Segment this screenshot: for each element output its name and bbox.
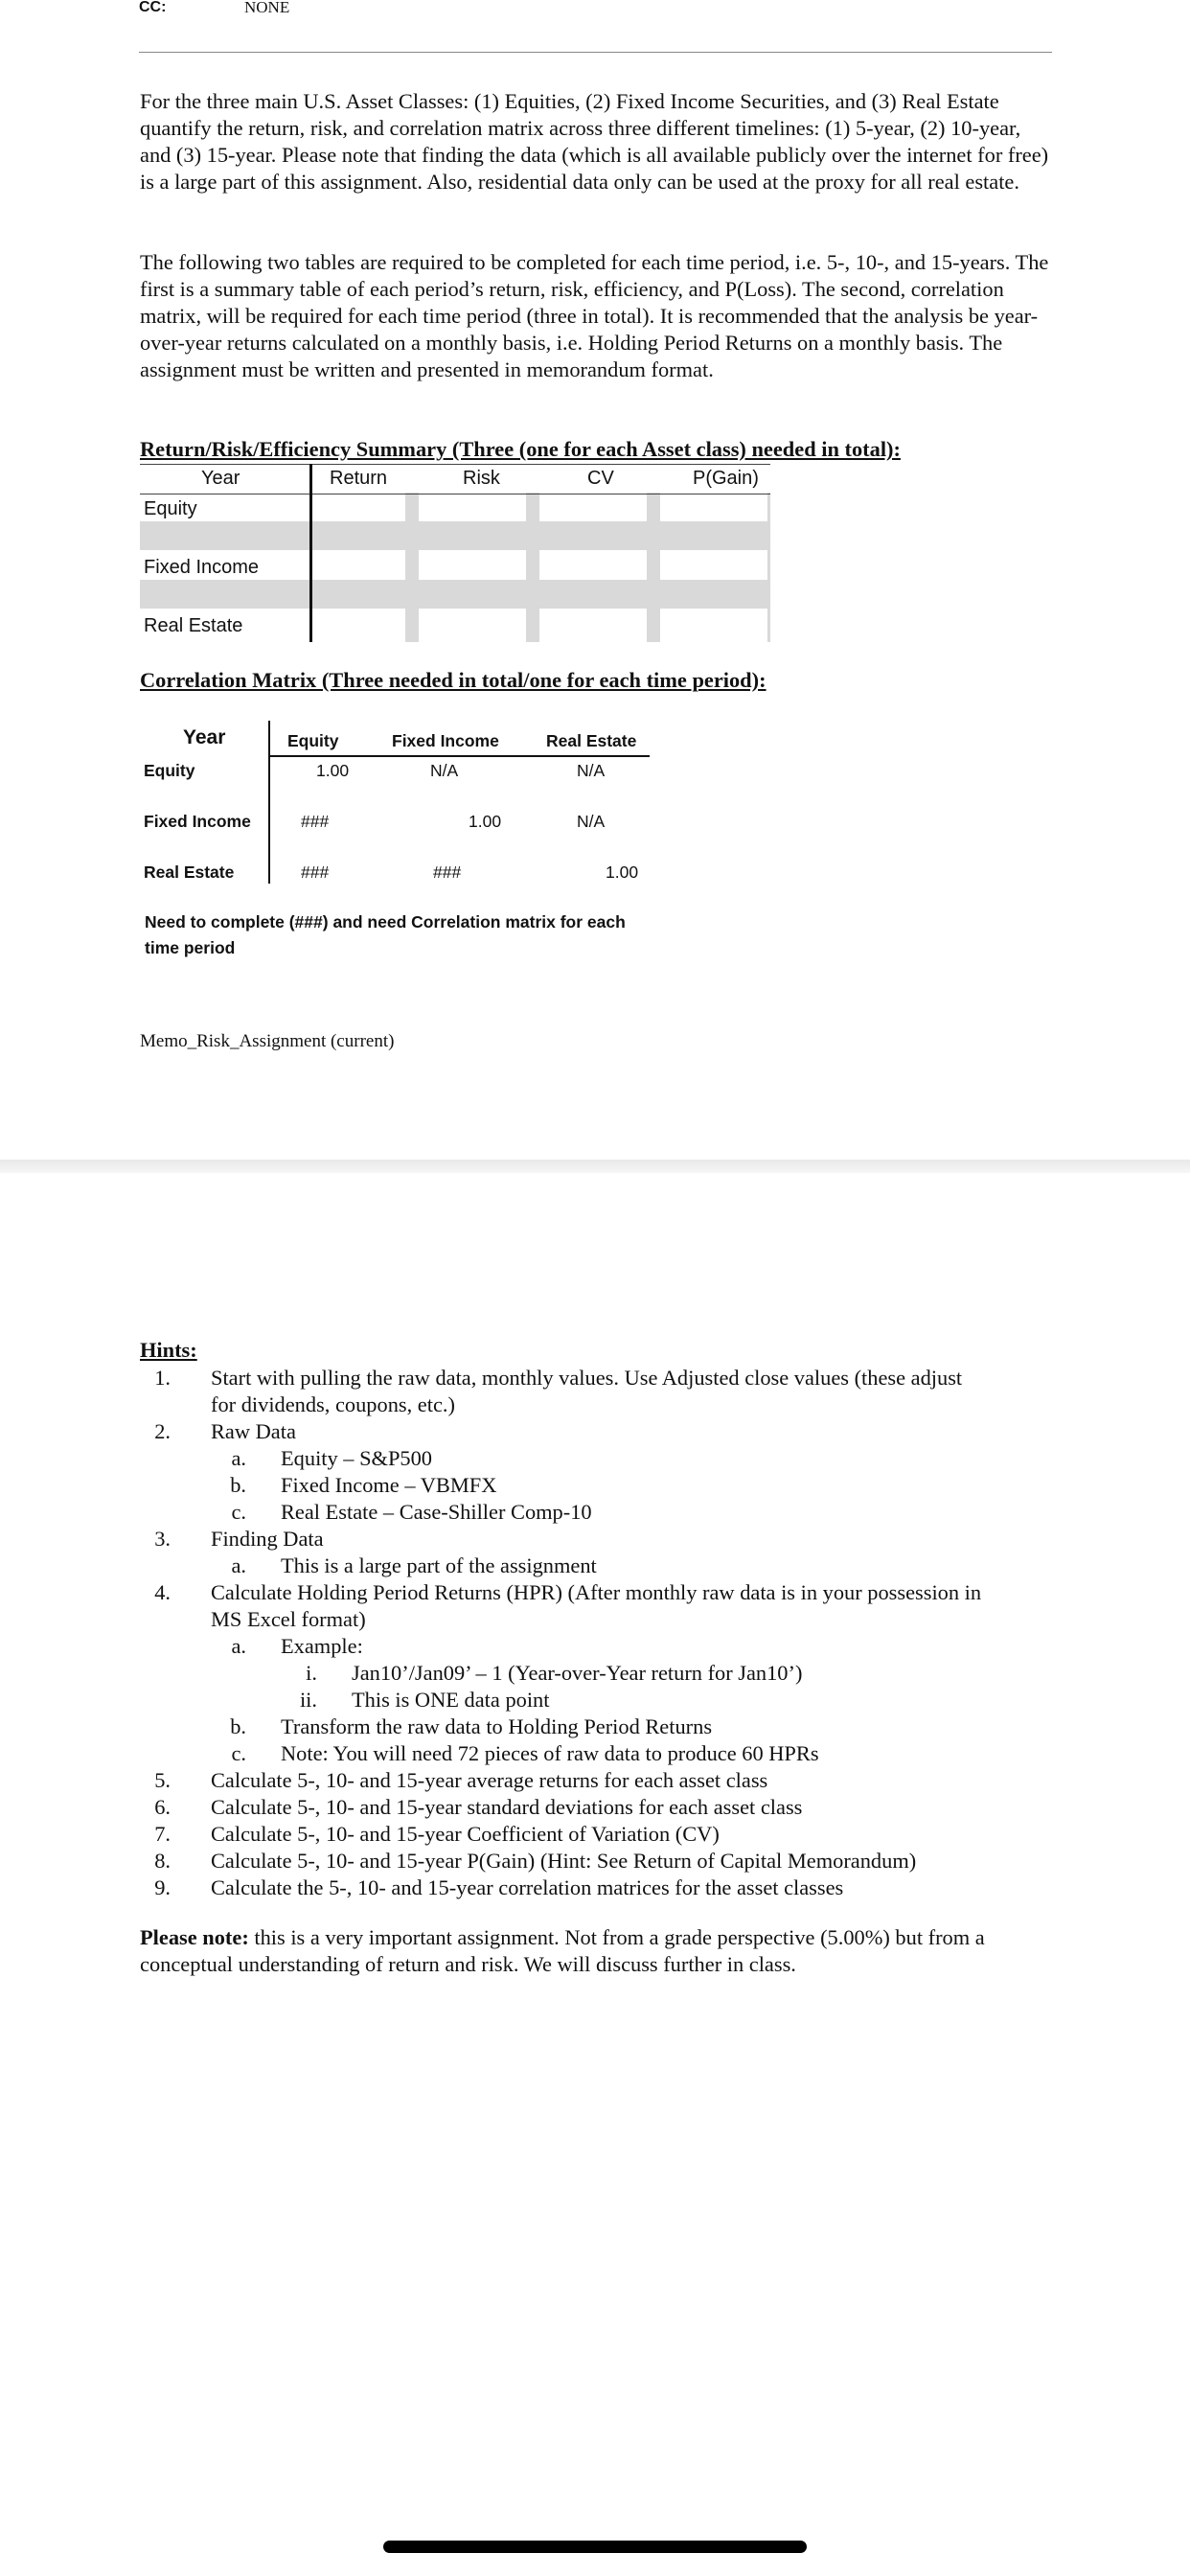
table-stripe	[526, 493, 539, 642]
hint-number: i.	[306, 1661, 317, 1685]
final-note	[140, 1924, 1050, 1978]
hint-number: 7.	[154, 1822, 171, 1846]
hint-text: This is ONE data point	[352, 1688, 550, 1712]
corr-divider	[268, 721, 270, 884]
hint-text: MS Excel format)	[211, 1607, 366, 1631]
hint-number: 9.	[154, 1875, 171, 1899]
correlation-table	[140, 721, 650, 884]
corr-cell: N/A	[577, 761, 606, 780]
table-stripe	[647, 493, 660, 642]
hint-number: ii.	[299, 1688, 317, 1712]
hint-text: Equity – S&P500	[281, 1446, 433, 1470]
hint-text: for dividends, coupons, etc.)	[211, 1392, 455, 1416]
document-page-1	[0, 0, 1190, 1161]
corr-row-equity: Equity	[144, 761, 195, 780]
hint-text: This is a large part of the assignment	[281, 1553, 597, 1577]
summary-row-fixed-income: Fixed Income	[144, 557, 260, 578]
corr-cell: ###	[301, 812, 330, 831]
hint-number: c.	[231, 1500, 246, 1524]
hint-number: 6.	[154, 1795, 171, 1819]
hint-number: c.	[231, 1741, 246, 1765]
corr-cell: ###	[301, 862, 330, 882]
corr-cell: N/A	[577, 812, 606, 831]
document-page-2	[0, 1173, 1190, 2576]
hint-number: 4.	[154, 1580, 171, 1604]
hint-text: Calculate 5-, 10- and 15-year P(Gain) (Hint: See Return of Capital Memorandum)	[211, 1849, 917, 1873]
summary-col-return: Return	[330, 468, 388, 489]
corr-corner-label: Year	[183, 726, 226, 748]
hint-number: 5.	[154, 1768, 171, 1792]
corr-col-fixed-income: Fixed Income	[392, 731, 499, 750]
hint-text: Raw Data	[211, 1419, 296, 1443]
hint-text: Jan10’/Jan09’ – 1 (Year-over-Year return for Jan10’)	[352, 1661, 803, 1685]
hint-number: a.	[231, 1553, 246, 1577]
hint-number: a.	[231, 1634, 246, 1658]
hint-number: 1.	[154, 1366, 171, 1390]
hint-number: 8.	[154, 1849, 171, 1873]
corr-col-equity: Equity	[287, 731, 339, 750]
hint-text: Calculate 5-, 10- and 15-year average returns for each asset class	[211, 1768, 768, 1792]
hint-text: Transform the raw data to Holding Period Returns	[281, 1714, 713, 1738]
summary-col-cv: CV	[587, 468, 614, 489]
hint-text: Calculate Holding Period Returns (HPR) (After monthly raw data is in your possession in	[211, 1580, 982, 1604]
summary-table	[140, 464, 770, 642]
corr-row-fixed-income: Fixed Income	[144, 812, 251, 831]
final-note-text: this is a very important assignment. Not from a grade perspective (5.00%) but from a conceptual understanding of return and risk. We will discuss further in class.	[140, 1925, 985, 1976]
page-break	[0, 1160, 1190, 1173]
hint-text: Finding Data	[211, 1527, 324, 1551]
corr-col-real-estate: Real Estate	[546, 731, 637, 750]
summary-row-real-estate: Real Estate	[144, 615, 243, 636]
hint-text: Calculate 5-, 10- and 15-year standard deviations for each asset class	[211, 1795, 803, 1819]
summary-col-year: Year	[201, 468, 240, 489]
hint-text: Note: You will need 72 pieces of raw data to produce 60 HPRs	[281, 1741, 819, 1765]
summary-col-risk: Risk	[463, 468, 500, 489]
summary-divider	[309, 464, 312, 642]
hint-number: b.	[230, 1473, 246, 1497]
hints-title: Hints:	[140, 1338, 197, 1362]
hint-number: b.	[230, 1714, 246, 1738]
hint-number: 2.	[154, 1419, 171, 1443]
correlation-table-title: Correlation Matrix (Three needed in total/one for each time period):	[140, 668, 767, 692]
hint-number: a.	[231, 1446, 246, 1470]
corr-cell: 1.00	[469, 812, 502, 831]
corr-header-rule	[270, 755, 650, 757]
cc-line	[139, 0, 290, 17]
hint-text: Calculate the 5-, 10- and 15-year correlation matrices for the asset classes	[211, 1875, 844, 1899]
hint-text: Fixed Income – VBMFX	[281, 1473, 497, 1497]
corr-row-real-estate: Real Estate	[144, 862, 235, 882]
hint-text: Example:	[281, 1634, 363, 1658]
corr-cell: N/A	[430, 761, 459, 780]
summary-table-title: Return/Risk/Efficiency Summary (Three (one for each Asset class) needed in total):	[140, 437, 901, 461]
final-note-label: Please note:	[140, 1925, 249, 1949]
hint-number: 3.	[154, 1527, 171, 1551]
summary-col-pgain: P(Gain)	[693, 468, 759, 489]
summary-header-row	[140, 464, 770, 494]
table-stripe	[405, 493, 419, 642]
table-band	[140, 580, 770, 609]
cc-label: CC:	[139, 0, 167, 15]
summary-row-equity: Equity	[144, 498, 197, 519]
corr-cell: ###	[433, 862, 462, 882]
hint-text: Calculate 5-, 10- and 15-year Coefficient of Variation (CV)	[211, 1822, 720, 1846]
intro-paragraph: For the three main U.S. Asset Classes: (1) Equities, (2) Fixed Income Securities, and (3) Real Estate quantify the return, risk, and correlation matrix across three different timelines: (1) 5-year, (2) 10-year, and (3) 15-year. Please note that finding the data (which is all available publicly over the internet for free) is a large part of this assignment. Also, residential data only can be used at the proxy for all real estate.	[140, 89, 1049, 194]
home-indicator[interactable]	[383, 2541, 807, 2553]
requirements-paragraph: The following two tables are required to be completed for each time period, i.e. 5-, 10-, and 15-years. The first is a summary table of each period’s return, risk, efficiency, and P(Loss). The second, correlation matrix, will be required for each time period (three in total). It is recommended that the analysis be year-over-year returns calculated on a monthly basis, i.e. Holding Period Returns on a monthly basis. The assignment must be written and presented in memorandum format.	[140, 250, 1049, 381]
corr-cell: 1.00	[606, 862, 639, 882]
hint-text: Real Estate – Case-Shiller Comp-10	[281, 1500, 592, 1524]
corr-cell: 1.00	[316, 761, 350, 780]
hint-text: Start with pulling the raw data, monthly values. Use Adjusted close values (these adjust	[211, 1366, 963, 1390]
table-stripe	[767, 493, 770, 642]
document-footer: Memo_Risk_Assignment (current)	[140, 1031, 395, 1051]
header-divider	[139, 52, 1052, 53]
correlation-note: Need to complete (###) and need Correlation matrix for each time period	[145, 912, 626, 957]
table-band	[140, 521, 770, 550]
cc-value: NONE	[244, 0, 290, 16]
